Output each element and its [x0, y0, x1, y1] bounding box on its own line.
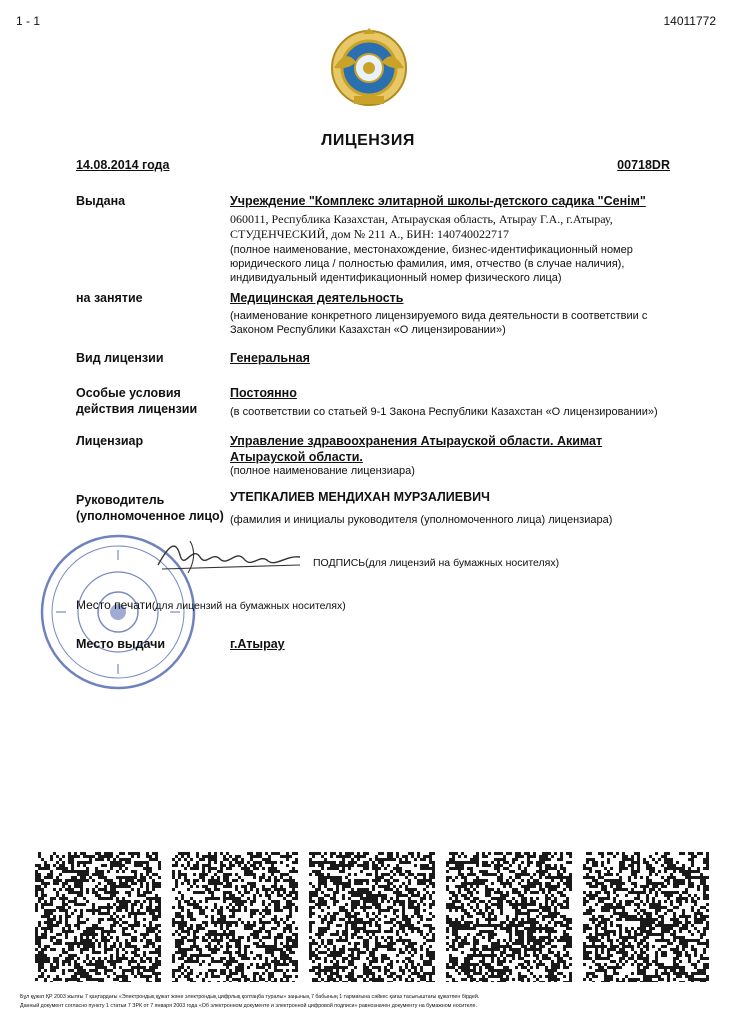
special-conditions-note: (в соответствии со статьей 9-1 Закона Республики Казахстан «О лицензировании»): [230, 406, 658, 418]
special-conditions-value: Постоянно: [230, 386, 297, 400]
head-note: (фамилия и инициалы руководителя (уполномоченного лица) лицензиара): [230, 514, 613, 526]
activity-note: (наименование конкретного лицензируемого вида деятельности в соответствии с Законом Республики Казахстан «О лицензировании»): [230, 310, 648, 336]
state-emblem: [328, 28, 410, 108]
license-type-label: Вид лицензии: [76, 351, 164, 365]
barcode-4: [446, 852, 572, 982]
activity-label: на занятие: [76, 291, 143, 305]
signature-label-text: ПОДПИСЬ: [313, 557, 366, 569]
issued-to-note: (полное наименование, местонахождение, бизнес-идентификационный номер юридического лица / полностью фамилия, имя, отчество (в случае наличия), индивидуальный идентификационный номер физического лица): [230, 244, 633, 284]
signature-label: [313, 557, 559, 569]
licensor-label: Лицензиар: [76, 434, 144, 448]
issue-place-label: Место выдачи: [76, 637, 166, 651]
special-conditions-label-1: Особые условия: [76, 386, 181, 400]
head-label-1: Руководитель: [76, 493, 165, 507]
issue-date: 14.08.2014 года: [76, 158, 170, 172]
barcode-5: [583, 852, 709, 982]
document-number: 14011772: [663, 14, 716, 28]
licensor-value: Управление здравоохранения Атырауской области. Акимат Атырауской области.: [230, 434, 603, 464]
issued-to-value: Учреждение "Комплекс элитарной школы-детского садика "Сенім": [230, 194, 646, 208]
head-label-2: (уполномоченное лицо): [76, 509, 224, 523]
page-marker: 1 - 1: [16, 14, 41, 28]
head-value: УТЕПКАЛИЕВ МЕНДИХАН МУРЗАЛИЕВИЧ: [230, 490, 490, 504]
license-number: 00718DR: [617, 158, 670, 172]
signature-note: (для лицензий на бумажных носителях): [365, 557, 560, 569]
address-line-2: СТУДЕНЧЕСКИЙ, дом № 211 А., БИН: 140740022717: [230, 227, 509, 241]
special-conditions-label-2: действия лицензии: [76, 402, 198, 416]
licensor-note: (полное наименование лицензиара): [230, 465, 415, 477]
seal-place-label: Место печати: [76, 598, 152, 612]
issued-to-label: Выдана: [76, 194, 126, 208]
activity-value: Медицинская деятельность: [230, 291, 404, 305]
barcode-2: [172, 852, 298, 982]
seal-place: [76, 598, 346, 612]
signature-scribble: [150, 535, 310, 579]
barcode-3: [309, 852, 435, 982]
seal-place-note: (для лицензий на бумажных носителях): [151, 600, 346, 612]
document-title: ЛИЦЕНЗИЯ: [321, 132, 415, 149]
issue-place-value: г.Атырау: [230, 637, 285, 651]
address-line-1: 060011, Республика Казахстан, Атырауская область, Атырау Г.А., г.Атырау,: [230, 212, 613, 226]
license-type-value: Генеральная: [230, 351, 310, 365]
barcode-1: [35, 852, 161, 982]
footer-line-2: Данный документ согласно пункту 1 статьи 7 ЗРК от 7 января 2003 года «Об электронном документе и электронной цифровой подписи» равнозначен документу на бумажном носителе.: [20, 1003, 477, 1009]
footer-line-1: Бұл құжат ҚР 2003 жылғы 7 қаңтардағы «Электрондық құжат және электрондық цифрлық қолтаңба туралы» заңының 7 бабының 1 тармағына сәйкес қағаз тасығыштағы құжатпен бірдей.: [20, 994, 480, 1000]
